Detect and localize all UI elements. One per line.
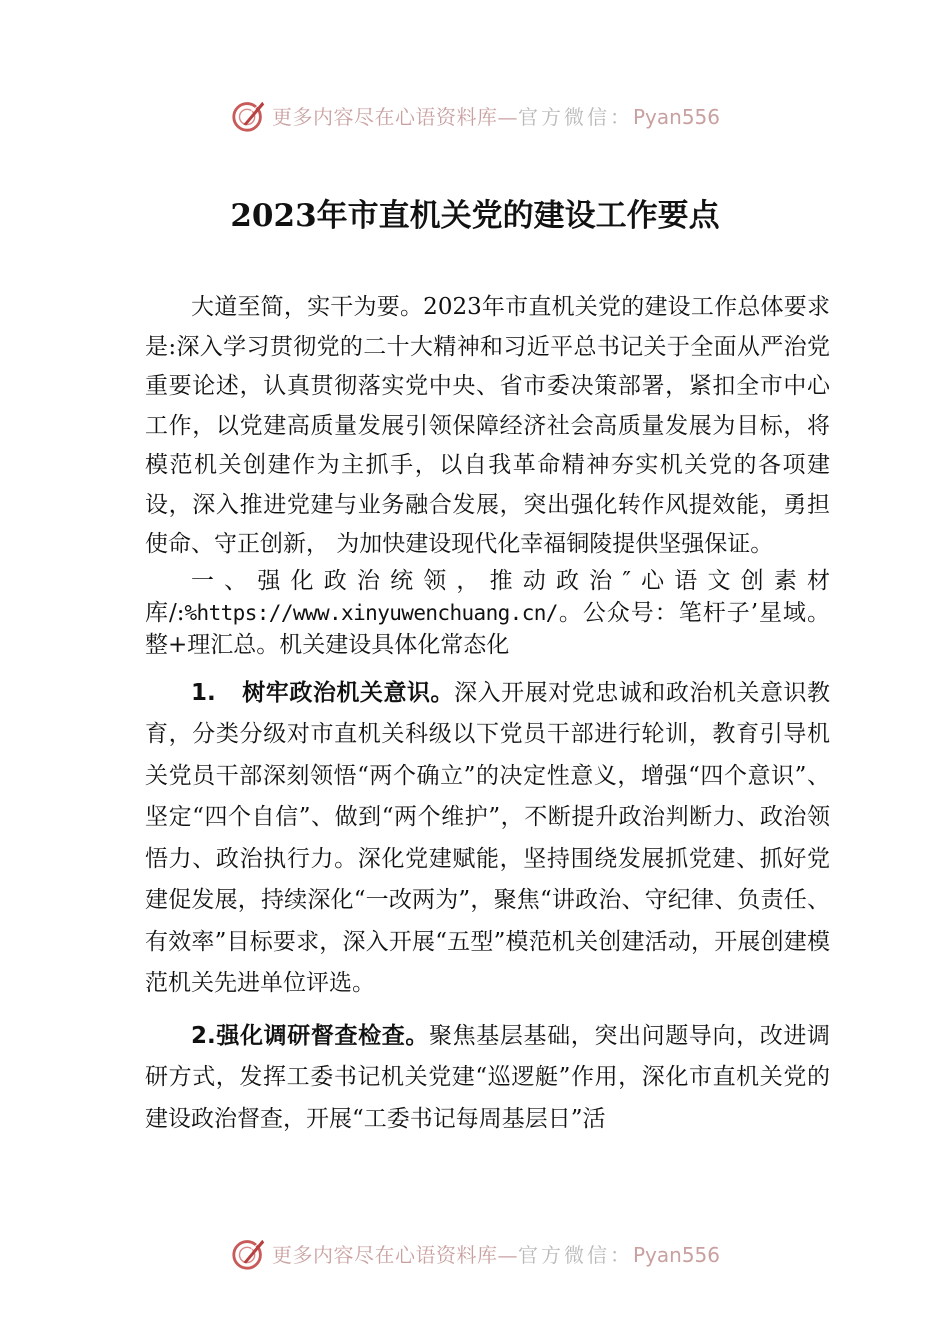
intro-paragraph: 大道至简，实干为要。2023年市直机关党的建设工作总体要求是:深入学习贯彻党的二十大精神和习近平总书记关于全面从严治党重要论述，认真贯彻落实党中央、省市委决策部署，紧扣全市中心工作，以党建高质量发展引领保障经济社会高质量发展为目标，将模范机关创建作为主抓手，以自我革命精神夯实机关党的各项建设，深入推进党建与业务融合发展，突出强化转作风提效能，勇担使命、守正创新， 为加快建设现代化幸福铜陵提供坚强保证。 [145, 294, 830, 557]
banner-site-name: 更多内容尽在心语资料库 [271, 1242, 498, 1267]
header-banner [0, 93, 950, 137]
item-one-body: 深入开展对党忠诚和政治机关意识教育，分类分级对市直机关科级以下党员干部进行轮训，教育引导机关党员干部深刻领悟“两个确立”的决定性意义，增强“四个意识”、坚定“四个自信”、做到“两个维护”，不断提升政治判断力、政治领悟力、政治执行力。深化党建赋能，坚持围绕发展抓党建、抓好党建促发展，持续深化“一改两为”，聚焦“讲政治、守纪律、负责任、有效率”目标要求，深入开展“五型”模范机关创建活动，开展创建模范机关先进单位评选。 [145, 679, 831, 996]
quill-seal-icon [230, 96, 268, 134]
banner-dash: — [497, 104, 518, 129]
section-one-heading-text: 一、强化政治统领，推动政治″心语文创素材库/: [145, 567, 830, 626]
quill-seal-icon [230, 1234, 268, 1272]
section-one-paragraph [145, 565, 830, 661]
banner-dash: — [497, 1242, 518, 1267]
banner-wechat-id: Pyan556 [632, 104, 720, 129]
banner-site-name: 更多内容尽在心语资料库 [271, 104, 498, 129]
item-two-paragraph [145, 1016, 830, 1141]
item-one-heading: 树牢政治机关意识。 [241, 679, 455, 706]
item-two-heading: 2.强化调研督查检查。 [191, 1022, 429, 1049]
section-one-trailing-text: 。公众号：笔杆子’星域。整+理汇总。机关建设具体化常态化 [145, 599, 831, 658]
footer-banner [0, 1231, 950, 1275]
header-banner-text [272, 101, 720, 130]
item-one-paragraph [145, 673, 830, 1005]
watermark-url: %https://www.xinyuwenchuang.cn/ [184, 600, 558, 625]
item-one-lead [191, 680, 454, 706]
banner-wechat-label: 官方微信： [517, 104, 633, 129]
item-two-body: 聚焦基层基础，突出问题导向，改进调研方式，发挥工委书记机关党建“巡逻艇”作用，深化市直机关党的建设政治督查，开展“工委书记每周基层日”活 [145, 1022, 830, 1132]
footer-banner-text [272, 1239, 720, 1268]
banner-wechat-id: Pyan556 [632, 1242, 720, 1267]
document-body [145, 288, 830, 1140]
document-title: 2023年市直机关党的建设工作要点 [230, 198, 720, 234]
banner-wechat-label: 官方微信： [517, 1242, 633, 1267]
item-one-number: 1. [191, 679, 216, 706]
